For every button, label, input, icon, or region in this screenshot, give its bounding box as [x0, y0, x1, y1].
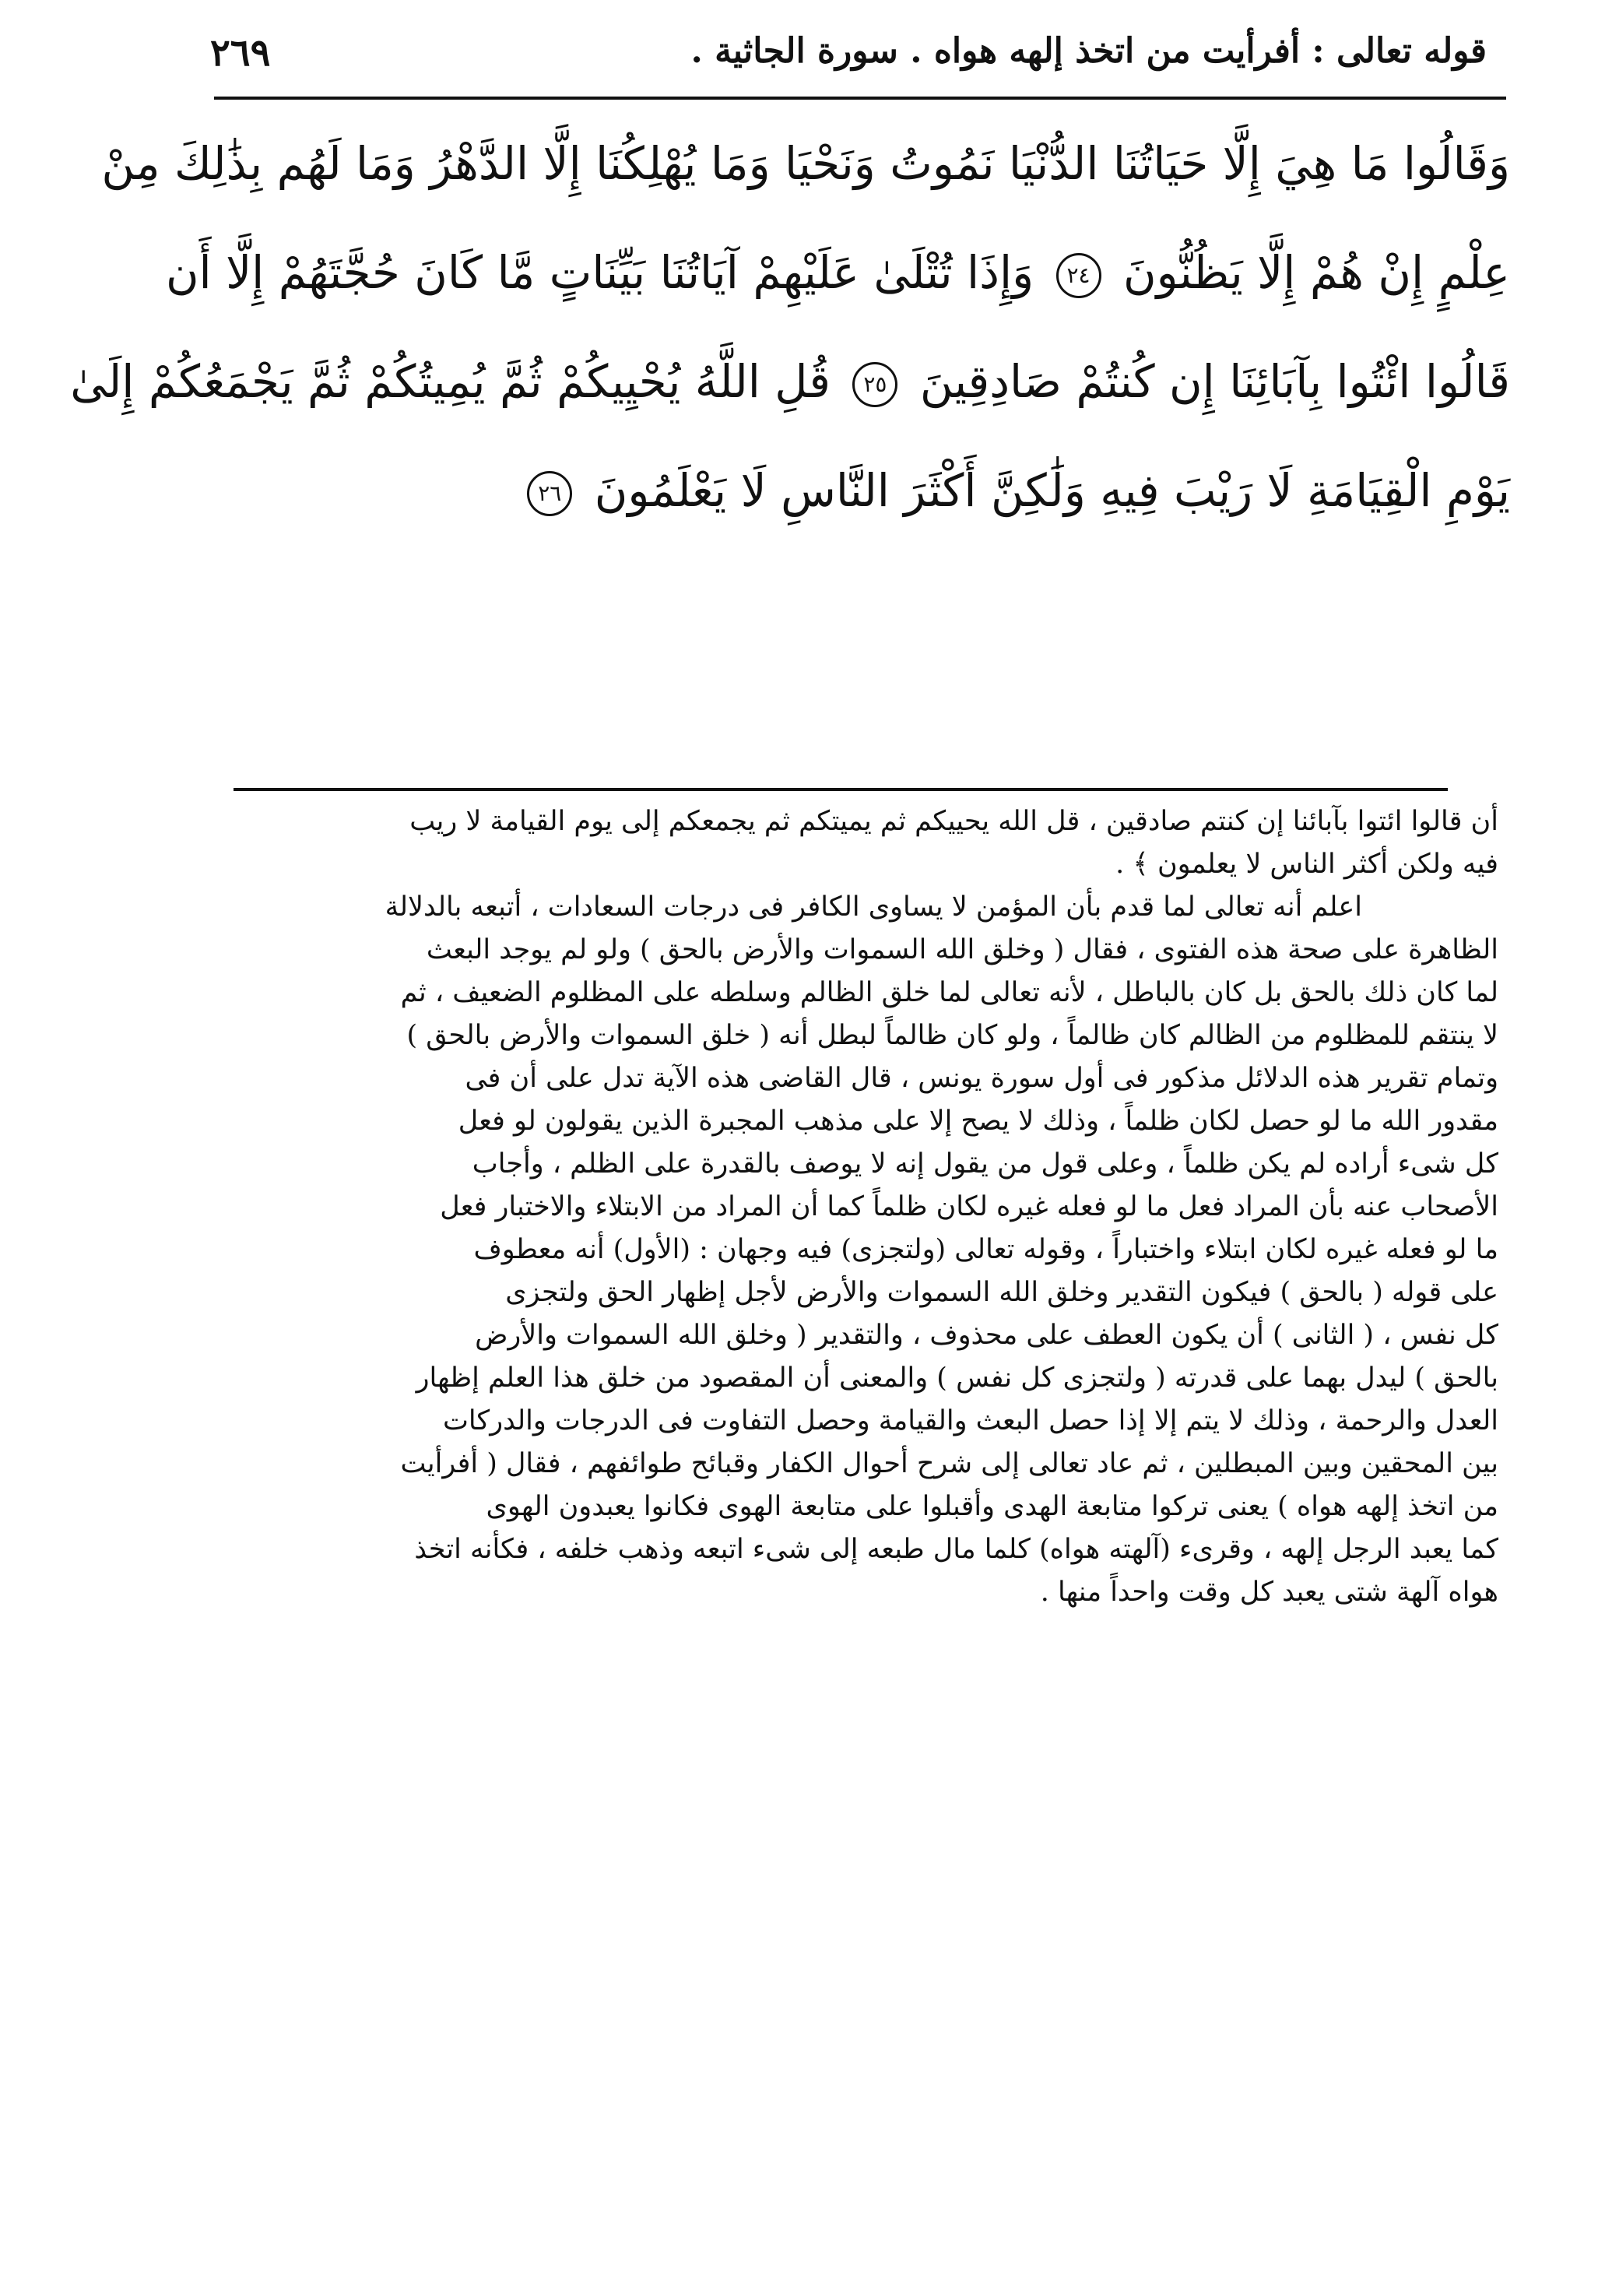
header-rule — [214, 97, 1506, 100]
commentary-block — [222, 800, 1498, 1614]
commentary-line: كل شىء أراده لم يكن ظلماً ، وعلى قول من يقول إنه لا يوصف بالقدرة على الظلم ، وأجاب — [472, 1148, 1498, 1180]
commentary-line: مقدور الله ما لو حصل لكان ظلماً ، وذلك لا يصح إلا على مذهب المجبرة الذين يقولون لو فعل — [458, 1106, 1498, 1137]
page-number: ٢٦٩ — [210, 31, 271, 75]
verse-text: قُلِ اللَّهُ يُحْيِيكُمْ ثُمَّ يُمِيتُكُمْ ثُمَّ يَجْمَعُكُمْ إِلَىٰ — [70, 355, 831, 408]
commentary-line: لما كان ذلك بالحق بل كان بالباطل ، لأنه تعالى لما خلق الظالم وسلطه على المظلوم الضعيف ، ثم — [400, 977, 1498, 1008]
commentary-line: ما لو فعله غيره لكان ابتلاء واختباراً ، وقوله تعالى (ولتجزى) فيه وجهان : (الأول) أنه معطوف — [473, 1234, 1498, 1265]
verse-text: يَوْمِ الْقِيَامَةِ لَا رَيْبَ فِيهِ وَلَٰكِنَّ أَكْثَرَ النَّاسِ لَا يَعْلَمُونَ — [594, 464, 1510, 517]
ayah-number-marker: ٢٤ — [1056, 253, 1101, 298]
ayah-number-marker: ٢٦ — [527, 471, 572, 516]
verse-text: قَالُوا ائْتُوا بِآبَائِنَا إِن كُنتُمْ صَادِقِينَ — [919, 355, 1510, 408]
commentary-line: على قوله ( بالحق ) فيكون التقدير وخلق الله السموات والأرض لأجل إظهار الحق ولتجزى — [505, 1277, 1498, 1308]
commentary-line: أن قالوا ائتوا بآبائنا إن كنتم صادقين ، قل الله يحييكم ثم يميتكم ثم يجمعكم إلى يوم القيامة لا ريب — [409, 806, 1498, 837]
header-title: قوله تعالى : أفرأيت من اتخذ إلهه هواه . سورة الجاثية . — [690, 31, 1487, 71]
commentary-line: بين المحقين وبين المبطلين ، ثم عاد تعالى إلى شرح أحوال الكفار وقبائح طوائفهم ، فقال ( أفرأيت — [400, 1448, 1498, 1479]
verse-text: عِلْمٍ إِنْ هُمْ إِلَّا يَظُنُّونَ — [1122, 246, 1510, 299]
commentary-line: الظاهرة على صحة هذه الفتوى ، فقال ( وخلق الله السموات والأرض بالحق ) ولو لم يوجد البعث — [426, 934, 1498, 965]
commentary-line: بالحق ) ليدل بهما على قدرته ( ولتجزى كل نفس ) والمعنى أن المقصود من خلق هذا العلم إظهار — [416, 1362, 1498, 1394]
section-divider — [234, 788, 1448, 791]
commentary-line: كل نفس ، ( الثانى ) أن يكون العطف على محذوف ، والتقدير ( وخلق الله السموات والأرض — [475, 1320, 1498, 1351]
commentary-line: اعلم أنه تعالى لما قدم بأن المؤمن لا يساوى الكافر فى درجات السعادات ، أتبعه بالدلالة — [385, 891, 1362, 923]
ayah-number-marker: ٢٥ — [852, 362, 897, 407]
commentary-line: الأصحاب عنه بأن المراد فعل ما لو فعله غيره لكان ظلماً كما أن المراد من الابتلاء والاختبار فعل — [440, 1191, 1498, 1222]
commentary-line: من اتخذ إلهه هواه ) يعنى تركوا متابعة الهدى وأقبلوا على متابعة الهوى فكانوا يعبدون الهوى — [486, 1491, 1498, 1522]
quran-verses-block — [70, 109, 1510, 545]
verse-line-3 — [70, 327, 1510, 436]
running-header — [202, 23, 1518, 101]
commentary-line: وتمام تقرير هذه الدلائل مذكور فى أول سورة يونس ، قال القاضى هذه الآية تدل على أن فى — [465, 1063, 1498, 1094]
commentary-line: لا ينتقم للمظلوم من الظالم كان ظالماً ، ولو كان ظالماً لبطل أنه ( خلق السموات والأرض بالحق ) — [406, 1020, 1498, 1051]
verse-text: وَقَالُوا مَا هِيَ إِلَّا حَيَاتُنَا الدُّنْيَا نَمُوتُ وَنَحْيَا وَمَا يُهْلِكُنَا إِلَّا الدَّهْرُ وَمَا لَهُم بِذَٰلِكَ مِنْ — [101, 137, 1510, 190]
commentary-line: العدل والرحمة ، وذلك لا يتم إلا إذا حصل البعث والقيامة وحصل التفاوت فى الدرجات والدركات — [442, 1405, 1498, 1436]
verse-line-2 — [165, 218, 1510, 327]
commentary-line: هواه آلهة شتى يعبد كل وقت واحداً منها . — [1040, 1577, 1498, 1608]
commentary-line: كما يعبد الرجل إلهه ، وقرىء (آلهته هواه) كلما مال طبعه إلى شىء اتبعه وذهب خلفه ، فكأنه اتخذ — [414, 1534, 1498, 1565]
commentary-line: فيه ولكن أكثر الناس لا يعلمون ﴾ . — [1115, 849, 1498, 880]
verse-text: وَإِذَا تُتْلَىٰ عَلَيْهِمْ آيَاتُنَا بَيِّنَاتٍ مَّا كَانَ حُجَّتَهُمْ إِلَّا أَن — [165, 246, 1034, 299]
verse-line-4 — [179, 436, 1510, 545]
verse-line-1 — [101, 109, 1510, 218]
